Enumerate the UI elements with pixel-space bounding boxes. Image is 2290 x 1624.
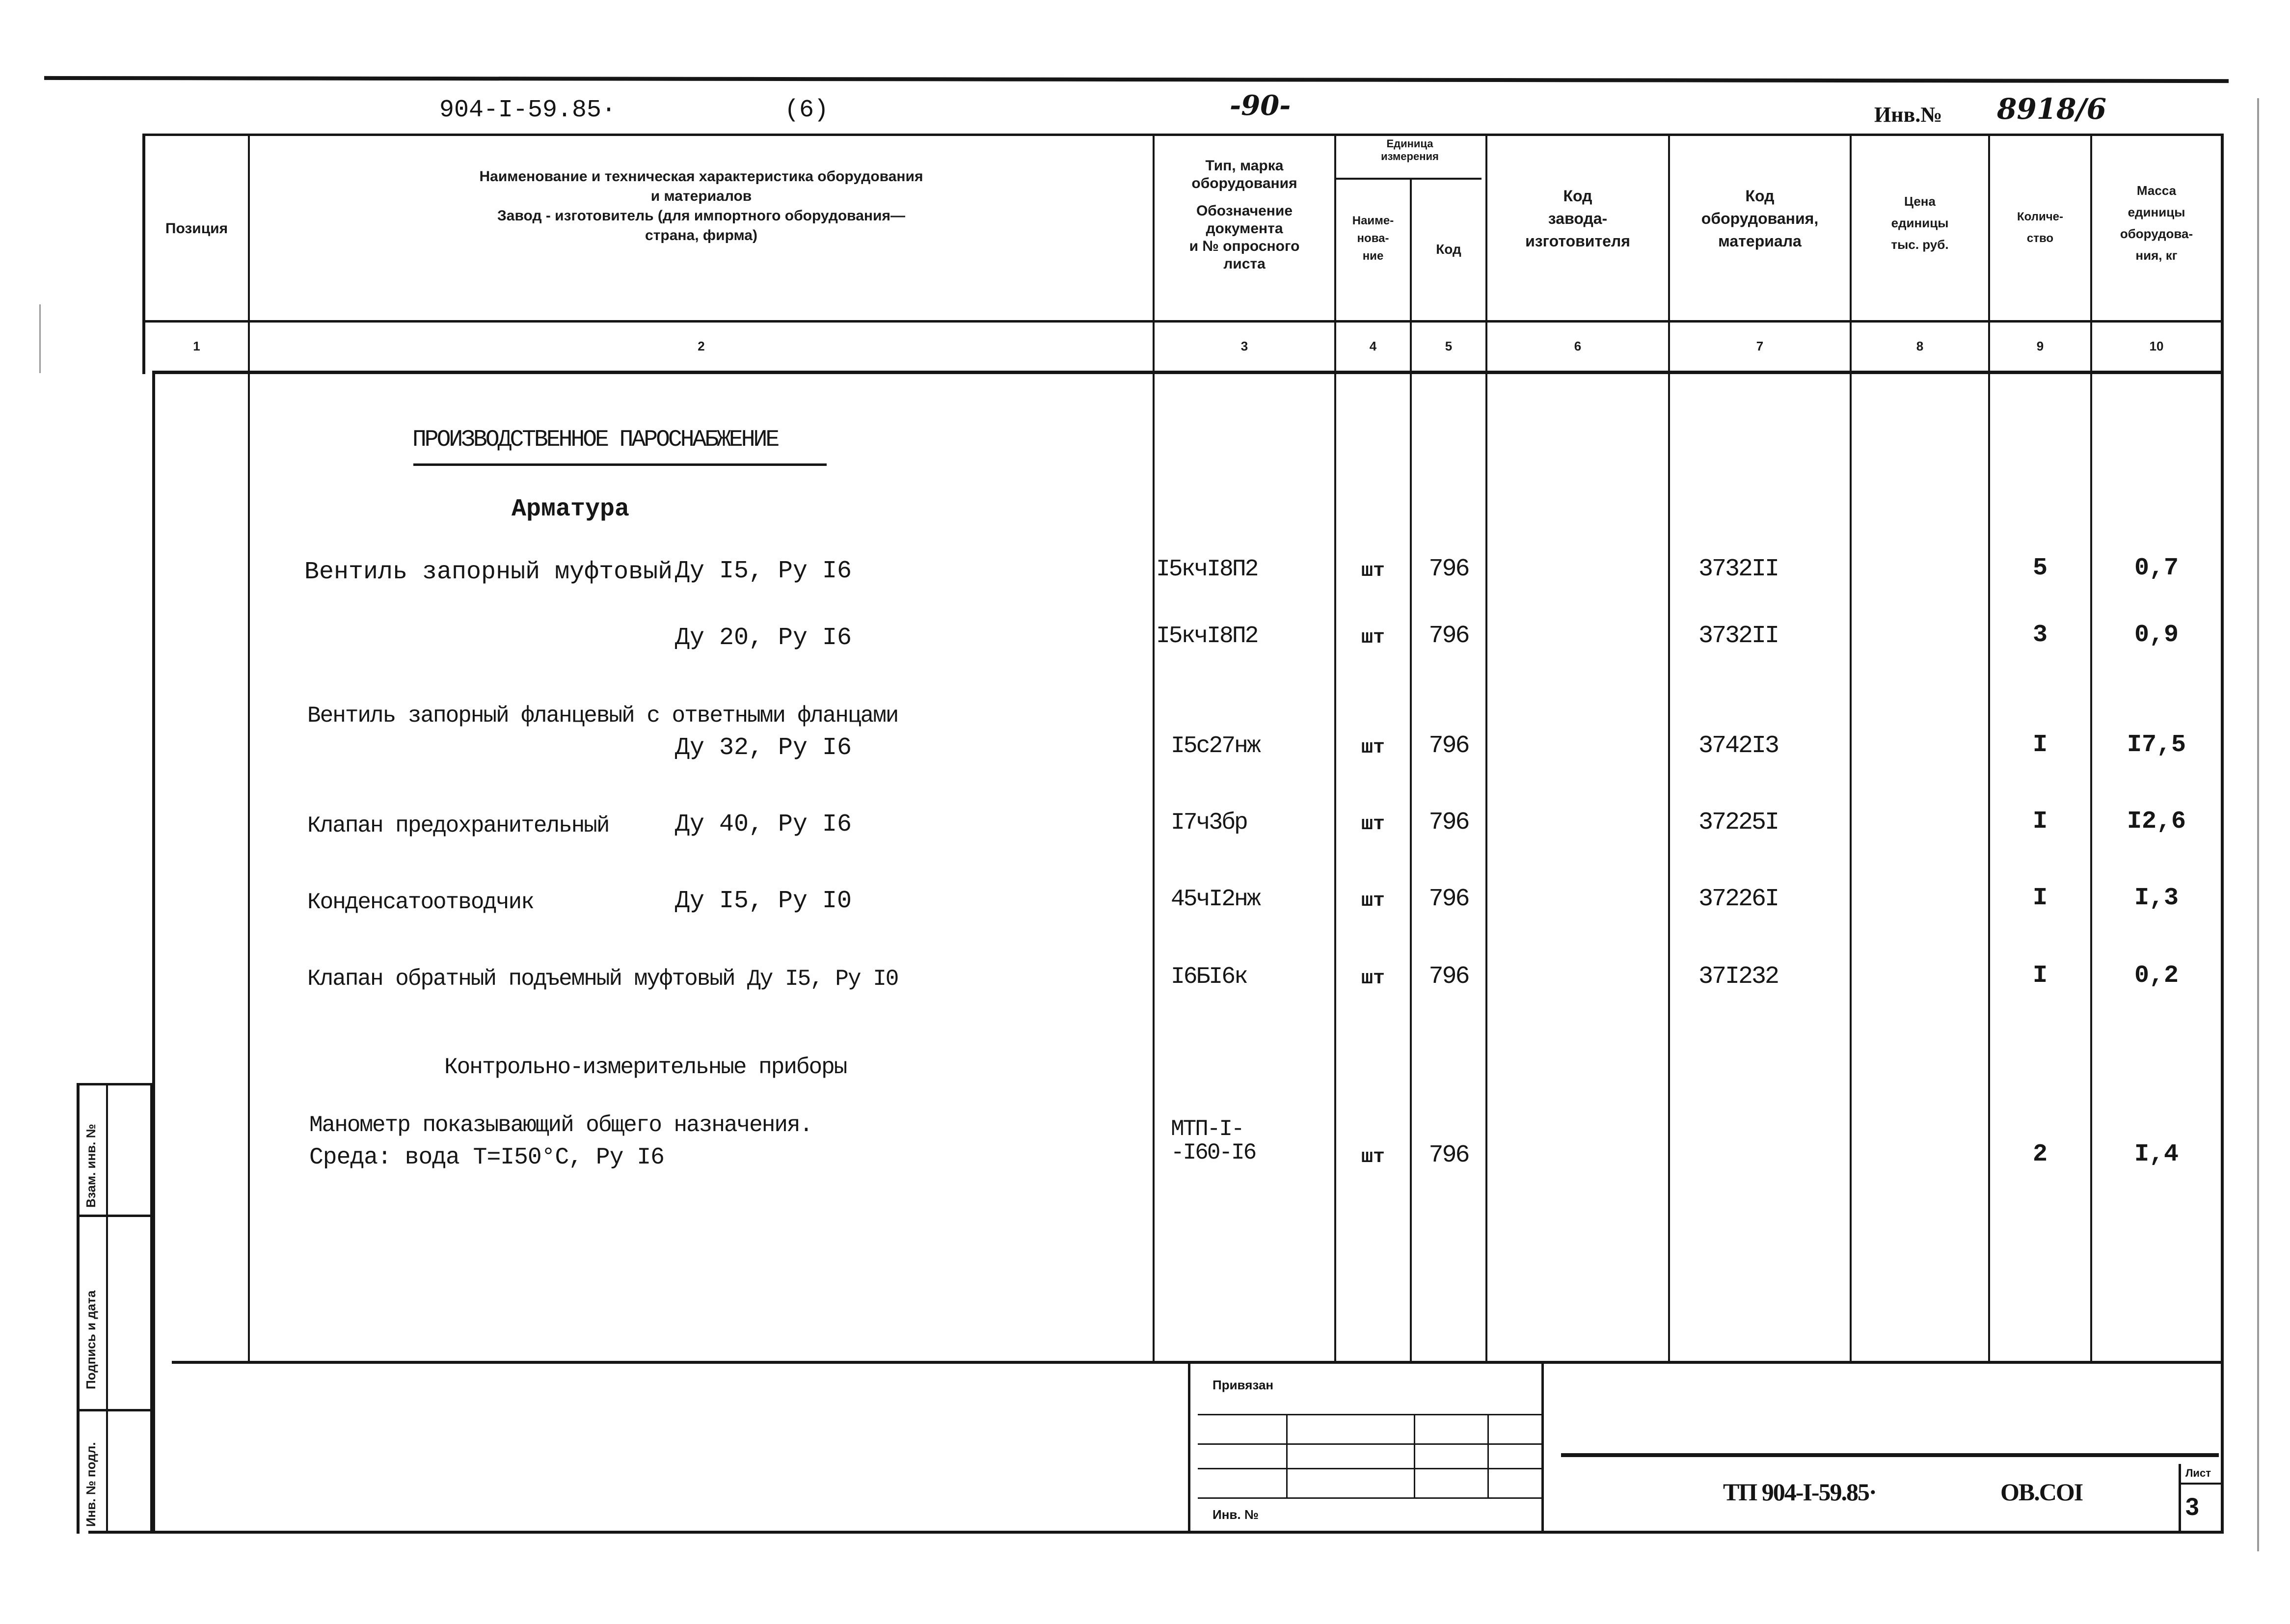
row-7-spec: Среда: вода Т=I50°С, Ру I6: [309, 1144, 664, 1171]
row-5-qty: I: [2032, 884, 2048, 912]
stamp-vline-3: [1487, 1414, 1489, 1497]
row-1-name: Вентиль запорный муфтовый: [304, 558, 673, 586]
row-5-type: 45чI2нж: [1171, 886, 1260, 913]
row-2-mass: 0,9: [2134, 621, 2179, 649]
row-7-type-2: -I60-I6: [1171, 1140, 1256, 1165]
side-vzam: Взам. инв. №: [83, 1124, 98, 1208]
row-3-name: Вентиль запорный фланцевый с ответными фланцами: [307, 703, 898, 729]
col-number-9: 9: [2036, 339, 2044, 353]
side-strip-div-1: [77, 1215, 153, 1217]
side-strip-inner-line: [106, 1083, 108, 1534]
header-name: Наименование и техническая характеристика оборудования и материалов Завод - изготовитель (для импортного оборудования— страна, фирма): [479, 168, 923, 244]
row-7-name: Манометр показывающий общего назначения.: [309, 1112, 812, 1138]
row-1-qty: 5: [2032, 554, 2048, 582]
row-3-code: 796: [1428, 732, 1469, 760]
header-mass: Масса единицы оборудова- ния, кг: [2120, 183, 2193, 263]
row-2-unit: шт: [1361, 627, 1385, 649]
top-border: [44, 76, 2229, 83]
row-1-spec: Ду I5, Ру I6: [675, 557, 852, 585]
scan-mark-left: [39, 304, 41, 373]
stamp-vline-1: [1286, 1414, 1288, 1497]
inv-label: Инв.№: [1874, 103, 1942, 127]
row-1-unit: шт: [1361, 560, 1385, 582]
numbers-bottom-line: [152, 371, 2224, 374]
stamp-privyazan: Привязан: [1212, 1378, 1274, 1392]
col-divider-2: [1153, 134, 1155, 1361]
row-6-type: I6БI6к: [1171, 964, 1247, 990]
col-divider-4: [1410, 178, 1412, 1361]
row-6-qty: I: [2032, 962, 2048, 990]
stamp-vline-2: [1414, 1414, 1415, 1497]
frame-right: [2221, 134, 2224, 1533]
stamp-sheet-number: 3: [2185, 1493, 2199, 1520]
section-title-underline: [413, 463, 827, 466]
unit-sub-line: [1334, 178, 1482, 180]
row-2-type: I5кчI8П2: [1156, 623, 1258, 650]
bracket-number: (6): [784, 96, 829, 124]
stamp-sheet-code: ОВ.СОI: [2000, 1478, 2083, 1506]
row-3-unit: шт: [1361, 737, 1385, 759]
row-3-mass: I7,5: [2127, 731, 2186, 759]
row-6-unit: шт: [1361, 968, 1385, 990]
row-4-equip-code: 37225I: [1698, 809, 1778, 837]
row-1-mass: 0,7: [2134, 554, 2179, 582]
row-2-code: 796: [1428, 622, 1469, 650]
row-6-code: 796: [1428, 963, 1469, 991]
row-4-qty: I: [2032, 808, 2048, 836]
col-divider-1: [248, 134, 250, 1361]
row-7-type: МТП-I-: [1171, 1116, 1243, 1142]
header-position: Позиция: [165, 220, 228, 237]
stamp-line-2: [1198, 1443, 1541, 1445]
row-6-name: Клапан обратный подъемный муфтовый Ду I5, Ру I0: [307, 966, 898, 992]
row-2-spec: Ду 20, Ру I6: [675, 624, 852, 652]
col-number-4: 4: [1369, 339, 1377, 353]
row-3-qty: I: [2032, 731, 2048, 759]
table-top-line: [142, 134, 2224, 136]
section-title: ПРОИЗВОДСТВЕННОЕ ПАРОСНАБЖЕНИЕ: [412, 427, 778, 453]
doc-number: 904-I-59.85·: [439, 96, 617, 124]
side-strip-div-2: [77, 1409, 153, 1411]
col-number-7: 7: [1756, 339, 1764, 353]
col-divider-7: [1850, 134, 1852, 1361]
row-3-equip-code: 3742I3: [1698, 732, 1778, 760]
subsection-armatura: Арматура: [512, 495, 630, 523]
col-number-6: 6: [1574, 339, 1582, 353]
stamp-line-1: [1198, 1414, 1541, 1415]
col-number-5: 5: [1445, 339, 1453, 353]
row-7-code: 796: [1428, 1141, 1469, 1169]
row-3-spec: Ду 32, Ру I6: [675, 734, 852, 762]
row-6-mass: 0,2: [2134, 962, 2179, 990]
row-4-code: 796: [1428, 809, 1469, 837]
col-divider-5: [1485, 134, 1487, 1361]
frame-bottom: [88, 1531, 2224, 1534]
row-5-spec: Ду I5, Ру I0: [675, 887, 852, 915]
sheet-box-mid: [2179, 1483, 2223, 1485]
row-1-code: 796: [1428, 555, 1469, 583]
col-number-1: 1: [193, 339, 200, 353]
header-bottom-line: [142, 320, 2224, 323]
row-4-type: I7ч3бр: [1171, 810, 1247, 836]
inv-value: 8918/6: [1997, 92, 2106, 126]
stamp-inv-no: Инв. №: [1212, 1507, 1259, 1522]
row-3-type: I5с27нж: [1171, 733, 1260, 759]
col-number-2: 2: [698, 339, 705, 353]
col-number-3: 3: [1240, 339, 1248, 353]
sheet-box-left: [2179, 1464, 2181, 1531]
row-1-equip-code: 3732II: [1698, 555, 1778, 583]
frame-left: [142, 134, 145, 374]
stamp-doc-code: ТП 904-I-59.85·: [1723, 1478, 1876, 1506]
row-1-type: I5кчI8П2: [1156, 556, 1258, 583]
stamp-line-3: [1198, 1468, 1541, 1469]
row-4-spec: Ду 40, Ру I6: [675, 811, 852, 839]
row-4-unit: шт: [1361, 813, 1385, 836]
row-4-mass: I2,6: [2127, 808, 2186, 836]
row-5-code: 796: [1428, 885, 1469, 913]
side-strip-outer-left: [77, 1083, 80, 1534]
page-number: -90-: [1230, 89, 1291, 122]
stamp-top-line: [172, 1361, 2221, 1364]
side-strip-frame-right: [150, 1083, 153, 1534]
row-5-equip-code: 37226I: [1698, 885, 1778, 913]
col-number-8: 8: [1916, 339, 1924, 353]
row-7-qty: 2: [2032, 1140, 2048, 1168]
title-block-line: [1561, 1453, 2219, 1457]
header-qty: Количе- ство: [2017, 210, 2063, 245]
header-equip-code: Код оборудования, материала: [1701, 187, 1819, 250]
stamp-line-4: [1198, 1497, 1541, 1499]
side-strip-top: [77, 1083, 153, 1085]
row-2-equip-code: 3732II: [1698, 622, 1778, 650]
row-5-unit: шт: [1361, 890, 1385, 912]
row-2-qty: 3: [2032, 621, 2048, 649]
stamp-sheet-label: Лист: [2185, 1467, 2211, 1479]
row-7-mass: I,4: [2134, 1140, 2179, 1168]
stamp-box-left: [1188, 1361, 1190, 1531]
col-number-10: 10: [2149, 339, 2164, 353]
row-5-name: Конденсатоотводчик: [307, 890, 534, 915]
header-price: Цена единицы тыс. руб.: [1891, 194, 1949, 252]
row-5-mass: I,3: [2134, 884, 2179, 912]
row-4-name: Клапан предохранительный: [307, 813, 609, 839]
stamp-box-right: [1541, 1361, 1544, 1531]
header-type: Тип, марка оборудования Обозначение документа и № опросного листа: [1189, 158, 1300, 272]
header-unit-code: Код: [1436, 242, 1461, 257]
header-mfr-code: Код завода- изготовителя: [1525, 187, 1630, 250]
row-6-equip-code: 37I232: [1698, 963, 1778, 991]
side-podpis: Подпись и дата: [83, 1290, 98, 1389]
col-divider-6: [1668, 134, 1670, 1361]
side-inv-podl: Инв. № подл.: [83, 1442, 98, 1527]
row-7-unit: шт: [1361, 1146, 1385, 1168]
scan-mark-right: [2257, 98, 2259, 1551]
header-unit: Единица измерения: [1381, 137, 1439, 162]
header-unit-name: Наиме- нова- ние: [1352, 214, 1394, 263]
subsection-kip: Контрольно-измерительные приборы: [444, 1055, 847, 1080]
